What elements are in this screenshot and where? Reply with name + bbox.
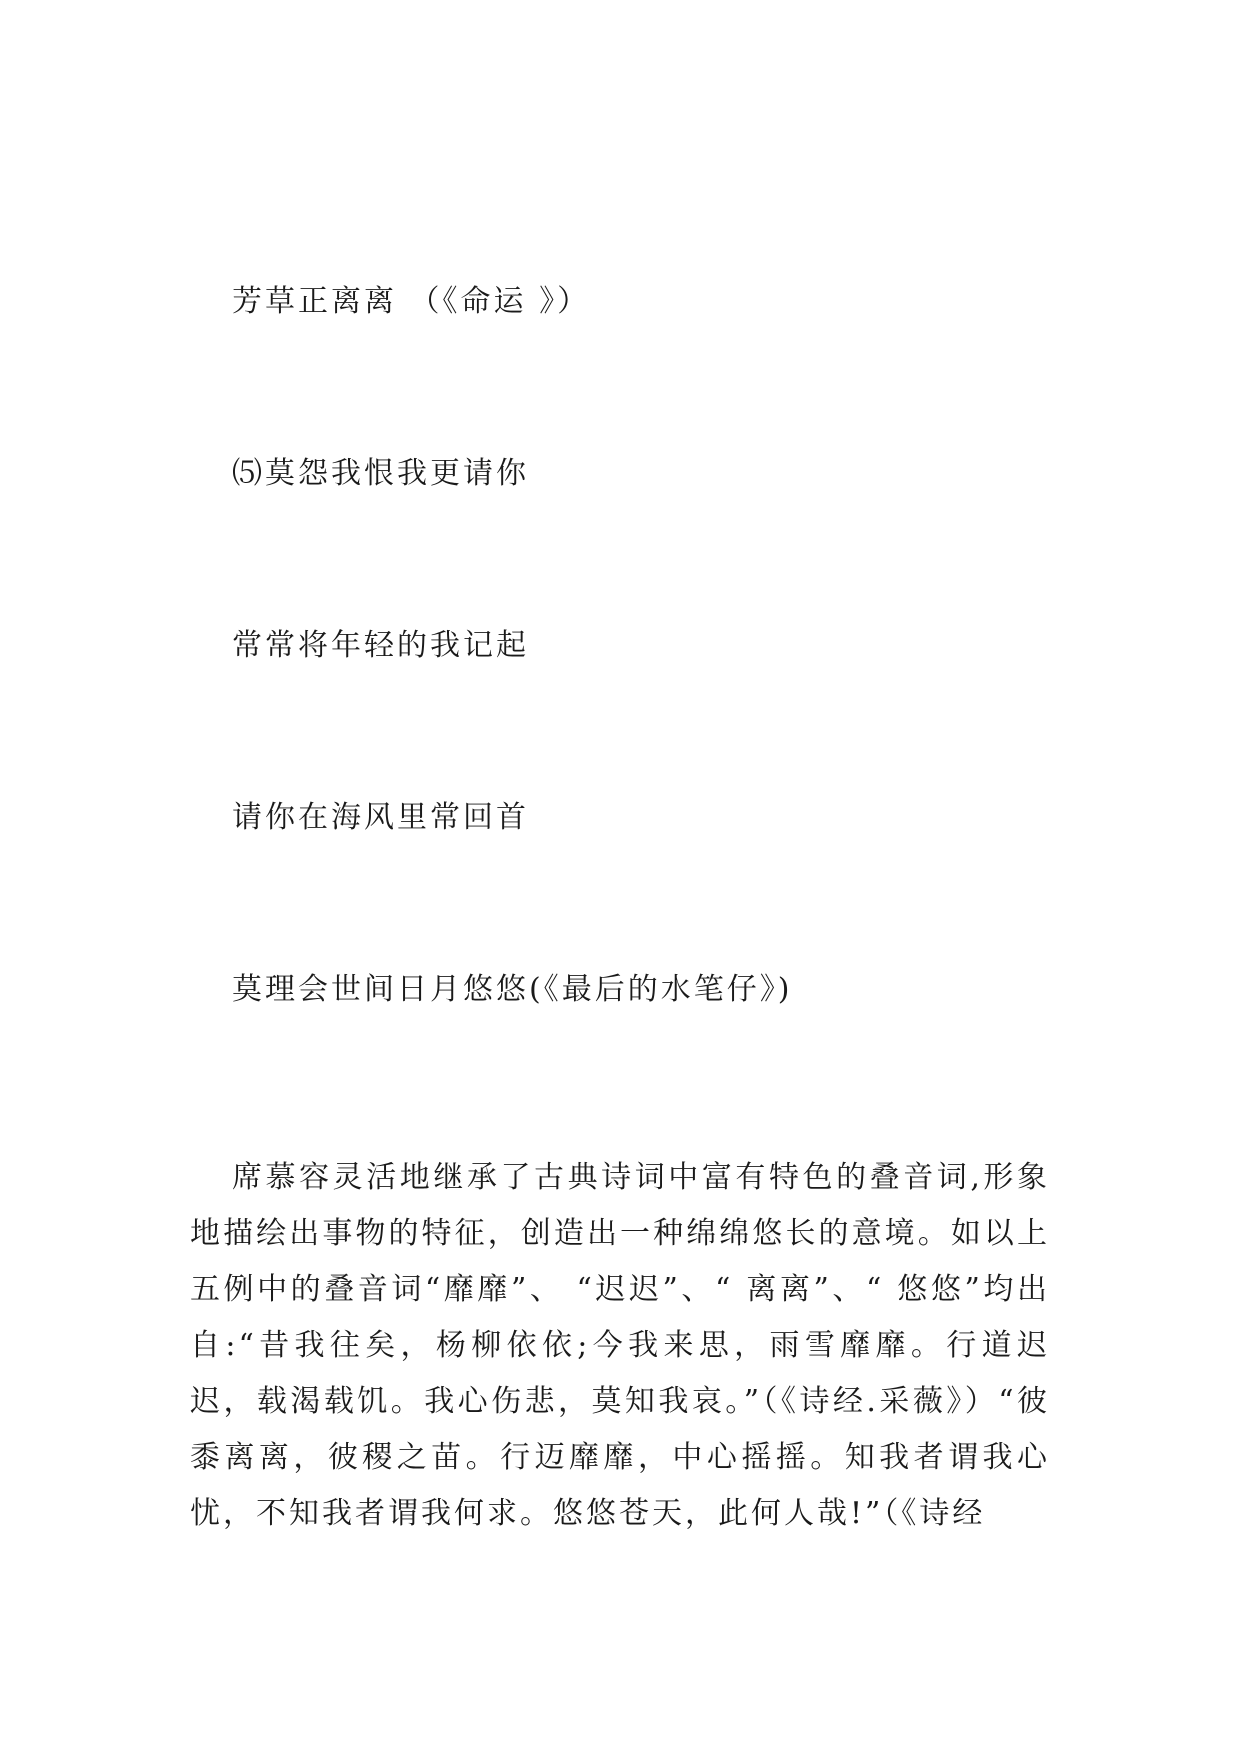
commentary-paragraph: 席慕容灵活地继承了古典诗词中富有特色的叠音词,形象地描绘出事物的特征，创造出一种绵绵悠长的意境。如以上五例中的叠音词“靡靡”、 “迟迟”、“ 离离”、“ 悠悠”均出自:“昔我往矣，杨柳依依;今我来思，雨雪靡靡。行道迟迟，载渴载饥。我心伤悲，莫知我哀。”（《诗经.采薇》）“彼黍离离，彼稷之苗。行迈靡靡，中心摇摇。知我者谓我心忧，不知我者谓我何求。悠悠苍天，此何人哉!”（《诗经 [190, 1160, 1050, 1531]
verse-line-1: 芳草正离离 （《命运 》） [232, 284, 591, 319]
verse-line-5: 莫理会世间日月悠悠(《最后的水笔仔》) [232, 972, 793, 1007]
verse-line-3: 常常将年轻的我记起 [232, 628, 529, 663]
verse-line-2: ⑸莫怨我恨我更请你 [232, 456, 529, 491]
verse-line-4: 请你在海风里常回首 [232, 800, 529, 835]
